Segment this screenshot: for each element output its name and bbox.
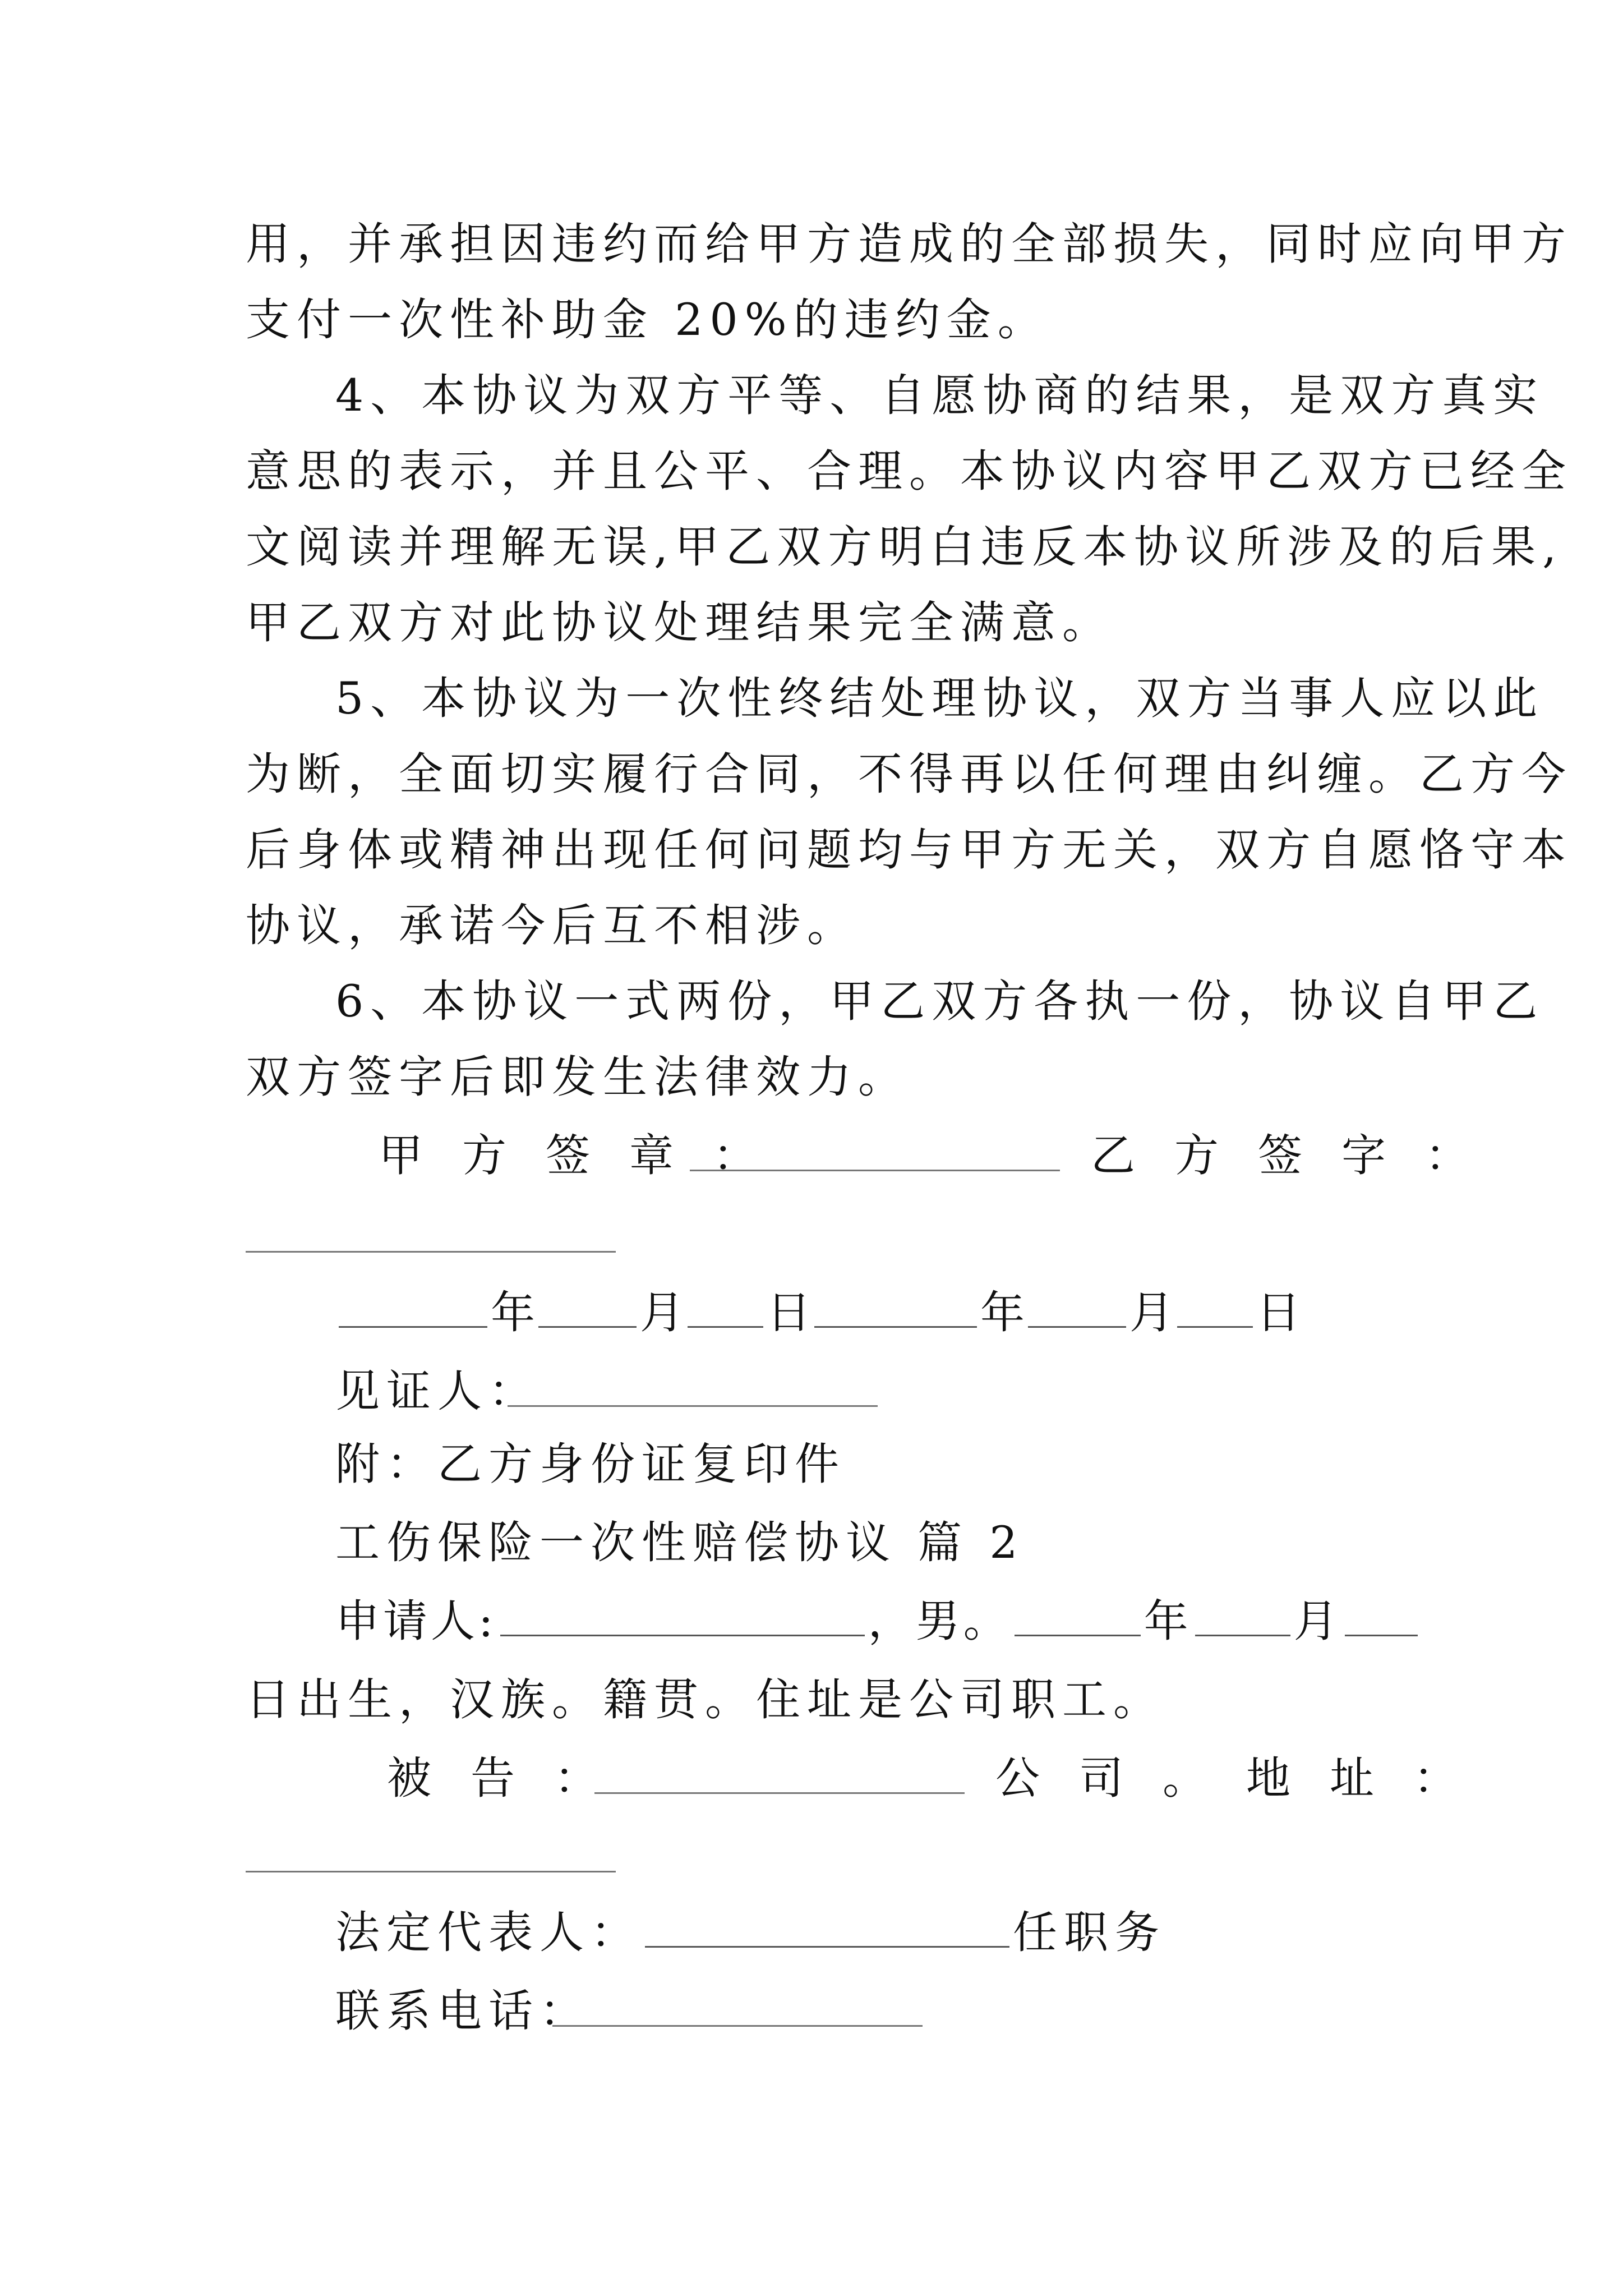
defendant-label: 被告： — [387, 1752, 638, 1804]
party-b-day-field[interactable] — [1177, 1289, 1253, 1328]
applicant-line — [335, 1593, 1421, 1649]
party-a-year-field[interactable] — [339, 1289, 487, 1328]
paragraph-5-line-2: 为断，全面切实履行合同，不得再以任何理由纠缠。乙方今 — [246, 748, 1573, 800]
legal-rep-post: 任职务 — [1013, 1907, 1166, 1958]
paragraph-6-line-2: 双方签字后即发生法律效力。 — [246, 1051, 909, 1103]
party-b-year-field[interactable] — [814, 1289, 977, 1328]
paragraph-5-line-1: 5、本协议为一次性终结处理协议，双方当事人应以此 — [335, 673, 1544, 724]
year-label: 年 — [980, 1287, 1025, 1338]
month-label: 月 — [1129, 1287, 1174, 1338]
day-label: 日 — [767, 1287, 811, 1338]
party-b-signature-field[interactable] — [246, 1251, 616, 1253]
phone-label: 联系电话： — [335, 1985, 591, 2037]
attachment-note: 附：乙方身份证复印件 — [335, 1438, 846, 1490]
applicant-month-field[interactable] — [1195, 1598, 1290, 1636]
applicant-name-field[interactable] — [500, 1598, 865, 1636]
applicant-year-field[interactable] — [1015, 1598, 1141, 1636]
legal-rep-label: 法定代表人： — [335, 1907, 642, 1958]
signature-dates — [335, 1285, 1301, 1341]
paragraph-3-line-2: 支付一次性补助金 20%的违约金。 — [246, 294, 1049, 346]
day-label: 日 — [1256, 1287, 1301, 1338]
paragraph-4-line-4: 甲乙双方对此协议处理结果完全满意。 — [246, 597, 1113, 648]
applicant-day-field[interactable] — [1345, 1598, 1418, 1636]
applicant-sex: ，男。 — [868, 1595, 1011, 1647]
paragraph-4-line-2: 意思的表示，并且公平、合理。本协议内容甲乙双方已经全 — [246, 445, 1573, 497]
party-b-month-field[interactable] — [1028, 1289, 1126, 1328]
phone-field[interactable] — [552, 2025, 923, 2027]
party-a-signature-label: 甲方签章： — [379, 1130, 796, 1181]
legal-rep-field[interactable] — [645, 1909, 1009, 1948]
month-label: 月 — [640, 1287, 684, 1338]
witness-field[interactable] — [508, 1405, 878, 1407]
applicant-year-label: 年 — [1144, 1595, 1192, 1647]
paragraph-3-line-1: 用，并承担因违约而给甲方造成的全部损失，同时应向甲方 — [246, 218, 1573, 270]
year-label: 年 — [491, 1287, 535, 1338]
paragraph-5-line-4: 协议，承诺今后互不相涉。 — [246, 900, 858, 951]
paragraph-4-line-3: 文阅读并理解无误,甲乙双方明白违反本协议所涉及的后果, — [246, 521, 1564, 573]
defendant-name-field[interactable] — [594, 1792, 965, 1794]
applicant-month-label: 月 — [1293, 1595, 1341, 1647]
applicant-details: 日出生，汉族。籍贯。住址是公司职工。 — [246, 1674, 1164, 1726]
applicant-label: 申请人: — [335, 1595, 497, 1647]
party-a-day-field[interactable] — [688, 1289, 763, 1328]
paragraph-5-line-3: 后身体或精神出现任何问题均与甲方无关，双方自愿恪守本 — [246, 824, 1573, 876]
paragraph-6-line-1: 6、本协议一式两份，甲乙双方各执一份，协议自甲乙 — [335, 976, 1544, 1027]
party-b-signature-label: 乙方签字： — [1091, 1130, 1509, 1181]
defendant-address-field[interactable] — [246, 1871, 616, 1872]
legal-representative-line — [335, 1904, 1166, 1961]
party-a-signature-field[interactable] — [690, 1170, 1060, 1171]
defendant-company-address: 公司。地址： — [995, 1752, 1497, 1804]
paragraph-4-line-1: 4、本协议为双方平等、自愿协商的结果，是双方真实 — [335, 370, 1544, 421]
party-a-month-field[interactable] — [538, 1289, 637, 1328]
section-2-title: 工伤保险一次性赔偿协议 篇 2 — [335, 1517, 1025, 1568]
witness-label: 见证人： — [335, 1365, 540, 1417]
